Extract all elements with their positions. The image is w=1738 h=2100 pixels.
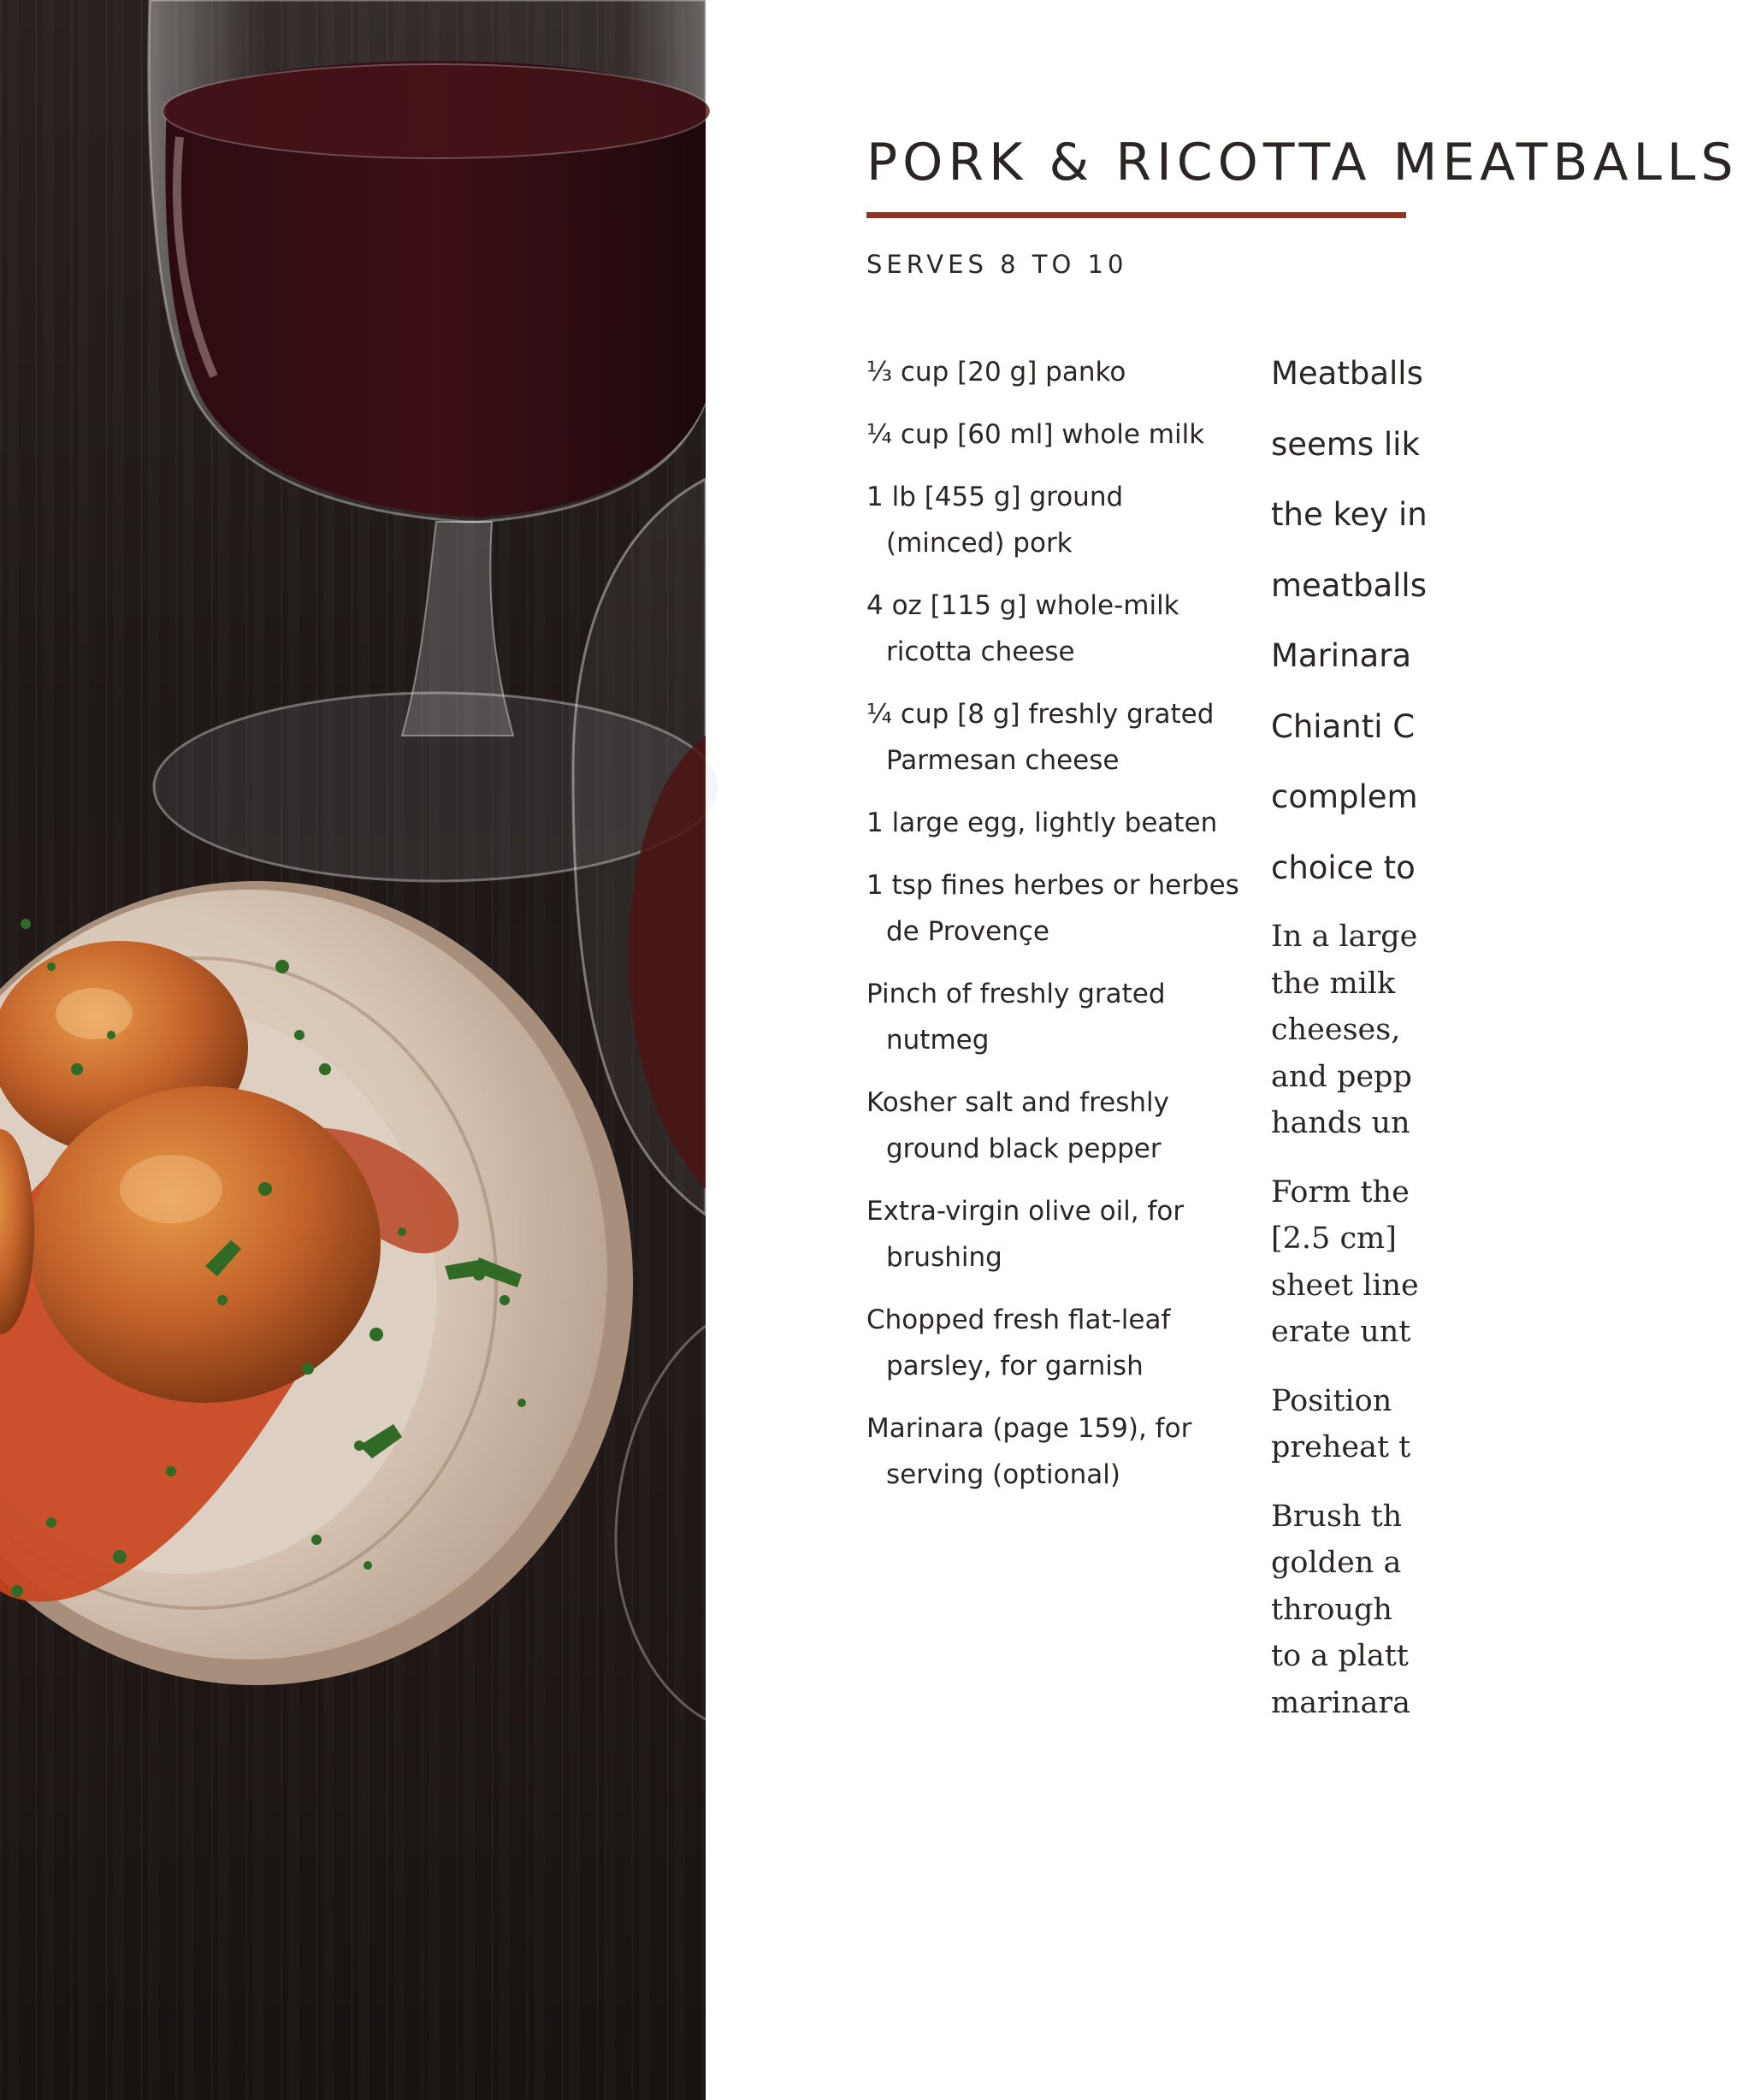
- method-line: sheet line: [1271, 1268, 1419, 1303]
- ingredient-item: ¼ cup [60 ml] whole milk: [866, 419, 1205, 450]
- ingredient-item: Marinara (page 159), for serving (optional): [866, 1413, 1192, 1490]
- ingredient-item: Pinch of freshly grated nutmeg: [866, 979, 1166, 1056]
- method-line: Brush th: [1271, 1499, 1403, 1534]
- method-step-3: [1271, 1378, 1411, 1471]
- method-line: Position: [1271, 1383, 1392, 1418]
- method-steps: [1271, 914, 1419, 1726]
- method-line: cheeses,: [1271, 1013, 1401, 1047]
- headnote-line: Marinara: [1271, 637, 1412, 674]
- ingredient-item: Extra-virgin olive oil, for brushing: [866, 1196, 1185, 1273]
- method-line: through: [1271, 1592, 1392, 1627]
- ingredient-item: Chopped fresh flat-leaf parsley, for garnish: [866, 1304, 1171, 1381]
- method-line: marinara: [1271, 1685, 1410, 1720]
- headnote-line: the key in: [1271, 496, 1428, 533]
- recipe-text-column: [1271, 349, 1428, 1726]
- method-step-1: [1271, 914, 1418, 1147]
- ingredient-item: 1 tsp fines herbes or herbes de Provençe: [866, 870, 1239, 947]
- method-step-2: [1271, 1169, 1419, 1356]
- headnote-line: Meatballs: [1271, 355, 1423, 392]
- recipe-title: PORK & RICOTTA MEATBALLS: [866, 133, 1738, 192]
- ingredient-item: ⅓ cup [20 g] panko: [866, 357, 1126, 387]
- ingredient-item: Kosher salt and freshly ground black pepper: [866, 1087, 1169, 1164]
- meatballs-and-wine-illustration: [0, 0, 706, 2100]
- ingredient-item: ¼ cup [8 g] freshly grated Parmesan cheese: [866, 699, 1215, 776]
- headnote-line: complem: [1271, 778, 1418, 815]
- method-line: to a platt: [1271, 1639, 1409, 1673]
- food-photo: [0, 0, 706, 2100]
- method-line: preheat t: [1271, 1430, 1411, 1464]
- headnote-line: Chianti C: [1271, 707, 1416, 745]
- method-line: and pepp: [1271, 1059, 1412, 1094]
- headnote-line: meatballs: [1271, 566, 1427, 604]
- ingredient-item: 4 oz [115 g] whole-milk ricotta cheese: [866, 590, 1179, 667]
- method-line: golden a: [1271, 1546, 1402, 1580]
- method-line: the milk: [1271, 966, 1396, 1001]
- method-line: erate unt: [1271, 1315, 1411, 1349]
- method-line: hands un: [1271, 1106, 1410, 1140]
- method-line: [2.5 cm]: [1271, 1222, 1397, 1256]
- headnote: [1271, 349, 1428, 893]
- method-step-4: [1271, 1494, 1410, 1727]
- method-line: Form the: [1271, 1174, 1410, 1210]
- serves-label: SERVES 8 TO 10: [866, 250, 1128, 279]
- title-divider: [866, 212, 1406, 218]
- method-line: In a large: [1271, 920, 1418, 954]
- headnote-line: seems lik: [1271, 425, 1420, 463]
- ingredient-item: 1 lb [455 g] ground (minced) pork: [866, 482, 1124, 559]
- headnote-line: choice to: [1271, 849, 1416, 886]
- ingredients-list: [866, 349, 1243, 1514]
- ingredient-item: 1 large egg, lightly beaten: [866, 807, 1218, 838]
